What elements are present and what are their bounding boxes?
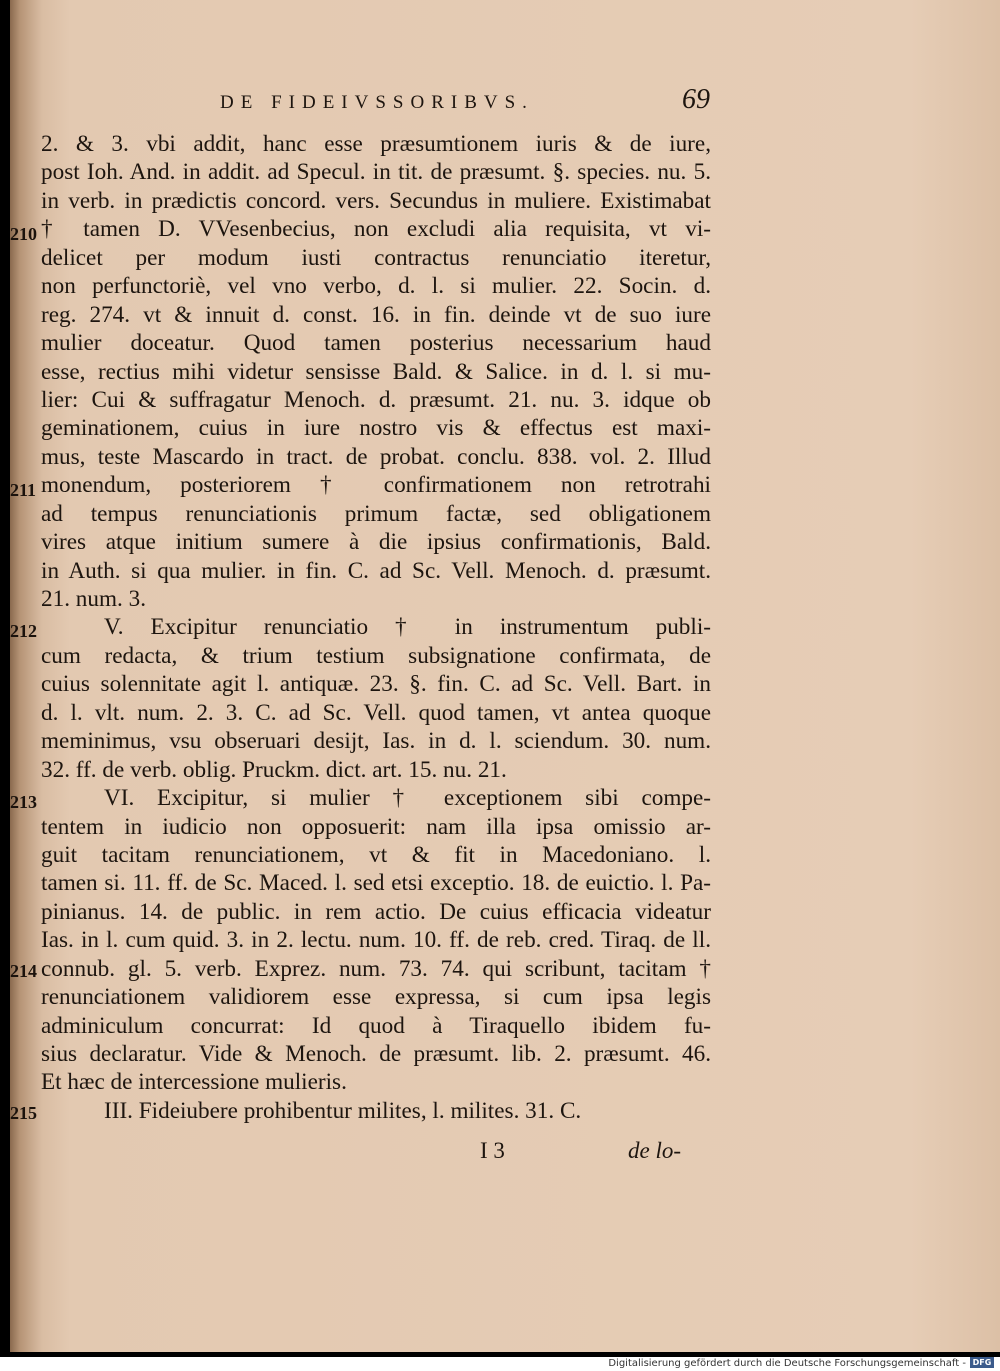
book-page (10, 0, 1000, 1352)
text-line: post Ioh. And. in addit. ad Specul. in tit. de præsumt. §. species. nu. 5. (41, 159, 711, 186)
text-line: mulier doceatur. Quod tamen posterius necessarium haud (41, 330, 711, 357)
text-line: VI. Excipitur, si mulier † exceptionem sibi compe- (104, 785, 711, 812)
text-line: delicet per modum iusti contractus renunciatio iteretur, (41, 244, 711, 271)
text-line: non perfunctoriè, vel vno verbo, d. l. si mulier. 22. Socin. d. (41, 273, 711, 300)
text-line: 21. num. 3. (41, 586, 146, 612)
text-line: esse, rectius mihi videtur sensisse Bald. & Salice. in d. l. si mu- (41, 358, 711, 385)
text-line: 2. & 3. vbi addit, hanc esse præsumtionem iuris & de iure, (41, 131, 711, 157)
margin-number: 212 (10, 621, 37, 641)
text-line: cum redacta, & trium testium subsignatione confirmata, de (41, 642, 711, 669)
running-head: DE FIDEIVSSORIBVS. (220, 92, 534, 113)
text-line: III. Fideiubere prohibentur milites, l. milites. 31. C. (104, 1097, 582, 1124)
signature-mark: I 3 (480, 1138, 505, 1163)
margin-number: 211 (10, 480, 37, 500)
page-number: 69 (682, 84, 710, 115)
text-line: renunciationem validiorem esse expressa, si cum ipsa legis (41, 984, 711, 1011)
dfg-logo-icon: DFG (970, 1357, 994, 1368)
text-line: ad tempus renunciationis primum factæ, sed obligationem (41, 500, 711, 527)
text-line: tentem in iudicio non opposuerit: nam illa ipsa omissio ar- (41, 813, 711, 840)
text-line: pinianus. 14. de public. in rem actio. De cuius efficacia videatur (41, 898, 711, 925)
text-line: guit tacitam renunciationem, vt & fit in Macedoniano. l. (41, 841, 711, 868)
text-line: meminimus, vsu obseruari desijt, Ias. in d. l. sciendum. 30. num. (41, 728, 711, 755)
footer-credit: Digitalisierung gefördert durch die Deutsche Forschungsgemeinschaft - (608, 1358, 966, 1369)
text-line: tamen si. 11. ff. de Sc. Maced. l. sed etsi exceptio. 18. de euictio. l. Pa- (41, 870, 711, 897)
body-text (41, 130, 711, 1125)
text-line: d. l. vlt. num. 2. 3. C. ad Sc. Vell. quod tamen, vt antea quoque (41, 699, 711, 726)
digitization-footer (0, 1357, 1000, 1371)
text-line: V. Excipitur renunciatio † in instrumentum publi- (104, 614, 711, 641)
text-line: in verb. in prædictis concord. vers. Secundus in muliere. Existimabat (41, 187, 711, 214)
text-line: adminiculum concurrat: Id quod à Tiraquello ibidem fu- (41, 1012, 711, 1039)
text-line: lier: Cui & suffragatur Menoch. d. præsumt. 21. nu. 3. idque ob (41, 386, 711, 413)
text-line: mus, teste Mascardo in tract. de probat. conclu. 838. vol. 2. Illud (41, 443, 711, 470)
text-line: sius declaratur. Vide & Menoch. de præsumt. lib. 2. præsumt. 46. (41, 1041, 711, 1067)
text-line: geminationem, cuius in iure nostro vis & effectus est maxi- (41, 415, 711, 442)
margin-number: 210 (10, 224, 37, 244)
text-line: Et hæc de intercessione mulieris. (41, 1069, 347, 1096)
text-line: vires atque initium sumere à die ipsius confirmationis, Bald. (41, 529, 711, 556)
text-line: reg. 274. vt & innuit d. const. 16. in fin. deinde vt de suo iure (41, 301, 711, 328)
text-line: in Auth. si qua mulier. in fin. C. ad Sc. Vell. Menoch. d. præsumt. (41, 557, 711, 584)
margin-number: 214 (10, 961, 37, 981)
margin-number: 215 (10, 1103, 37, 1123)
text-line: Ias. in l. cum quid. 3. in 2. lectu. num. 10. ff. de reb. cred. Tiraq. de ll. (41, 927, 711, 954)
text-line: connub. gl. 5. verb. Exprez. num. 73. 74. qui scribunt, tacitam † (41, 955, 711, 982)
text-line: † tamen D. VVesenbecius, non excludi alia requisita, vt vi- (41, 216, 711, 243)
margin-number: 213 (10, 792, 37, 812)
text-line: 32. ff. de verb. oblig. Pruckm. dict. art. 15. nu. 21. (41, 756, 507, 783)
text-line: monendum, posteriorem † confirmationem non retrotrahi (41, 472, 711, 499)
text-line: cuius solennitate agit l. antiquæ. 23. §. fin. C. ad Sc. Vell. Bart. in (41, 671, 711, 698)
catchword: de lo- (628, 1138, 682, 1163)
